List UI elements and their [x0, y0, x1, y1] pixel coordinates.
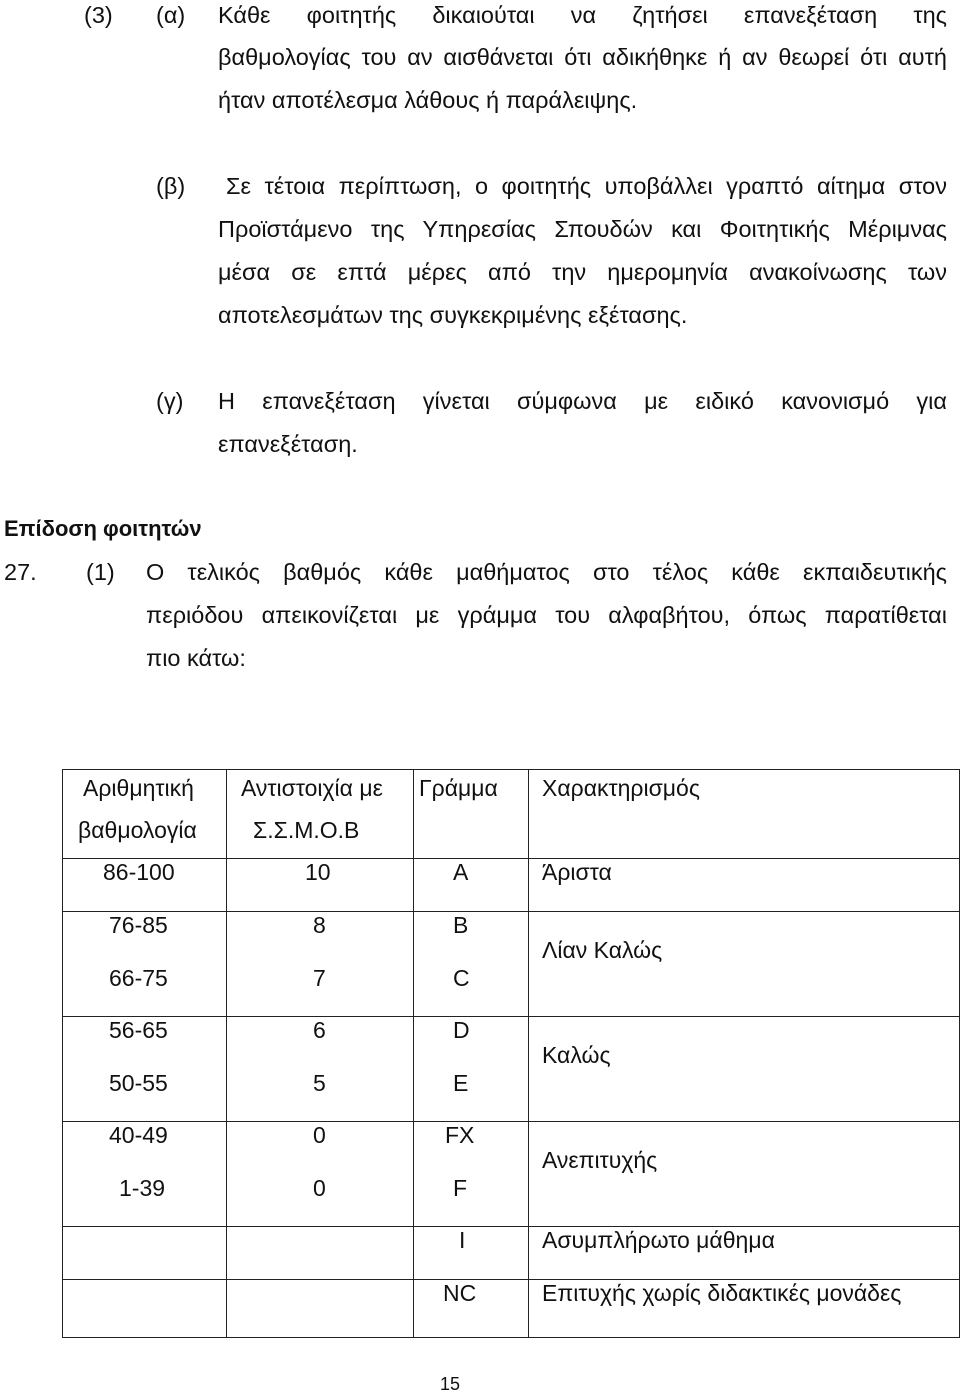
article-27-line-2: περιόδου απεικονίζεται με γράμμα του αλφαβήτου, όπως παρατίθεται	[146, 602, 947, 628]
cell-characterization-excellent: Άριστα	[542, 859, 612, 885]
section-heading: Επίδοση φοιτητών	[4, 516, 202, 541]
header-ssmob-line-2: Σ.Σ.Μ.Ο.Β	[253, 817, 360, 843]
paragraph-a-line-3: ήταν αποτέλεσμα λάθους ή παράλειψης.	[218, 87, 638, 113]
cell-ssmob: 5	[313, 1070, 326, 1096]
header-characterization: Χαρακτηρισμός	[542, 775, 700, 801]
cell-characterization-good: Καλώς	[542, 1042, 611, 1068]
cell-letter: E	[453, 1070, 469, 1096]
cell-letter: D	[453, 1017, 470, 1043]
paragraph-a-line-2: βαθμολογίας του αν αισθάνεται ότι αδικήθηκε ή αν θεωρεί ότι αυτή	[218, 44, 947, 70]
cell-ssmob: 7	[313, 965, 326, 991]
cell-range: 86-100	[103, 859, 175, 885]
cell-letter: FX	[445, 1122, 475, 1148]
table-row	[63, 1280, 960, 1338]
cell-characterization-fail: Ανεπιτυχής	[542, 1147, 658, 1173]
cell-ssmob: 8	[313, 912, 326, 938]
item-number-3: (3)	[84, 2, 113, 28]
cell-letter: NC	[443, 1280, 477, 1306]
article-27-line-3: πιο κάτω:	[146, 645, 246, 671]
article-27-line-1: Ο τελικός βαθμός κάθε μαθήματος στο τέλος κάθε εκπαιδευτικής	[146, 559, 947, 585]
header-numeric-line-2: βαθμολογία	[78, 817, 197, 843]
subitem-label-c: (γ)	[156, 388, 184, 414]
article-subnumber-1: (1)	[86, 559, 115, 585]
header-numeric-line-1: Αριθμητική	[83, 775, 194, 801]
table-row	[63, 912, 960, 1017]
cell-characterization-pass-no-credit: Επιτυχής χωρίς διδακτικές μονάδες	[542, 1280, 902, 1306]
cell-range: 66-75	[109, 965, 168, 991]
cell-ssmob: 6	[313, 1017, 326, 1043]
header-cell-numeric	[63, 770, 227, 859]
header-ssmob-line-1: Αντιστοιχία με	[241, 775, 383, 801]
cell-letter: A	[453, 859, 469, 885]
cell-ssmob: 10	[305, 859, 331, 885]
paragraph-b-line-4: αποτελεσμάτων της συγκεκριμένης εξέτασης.	[218, 302, 688, 328]
cell-ssmob: 0	[313, 1122, 326, 1148]
cell-letter: C	[453, 965, 470, 991]
grades-table	[62, 769, 960, 1338]
cell-ssmob: 0	[313, 1175, 326, 1201]
cell-letter: F	[453, 1175, 468, 1201]
cell-range: 76-85	[109, 912, 168, 938]
paragraph-b-line-3: μέσα σε επτά μέρες από την ημερομηνία ανακοίνωσης των	[218, 259, 947, 285]
table-row	[63, 1227, 960, 1280]
paragraph-b-line-2: Προϊστάμενο της Υπηρεσίας Σπουδών και Φοιτητικής Μέριμνας	[218, 216, 947, 242]
header-cell-characterization	[529, 770, 960, 859]
header-letter: Γράμμα	[419, 775, 498, 801]
table-header-row	[63, 770, 960, 859]
cell-letter: I	[459, 1227, 466, 1253]
cell-range: 40-49	[109, 1122, 168, 1148]
cell-range: 50-55	[109, 1070, 168, 1096]
cell-range: 56-65	[109, 1017, 168, 1043]
header-cell-letter	[414, 770, 529, 859]
cell-range: 1-39	[119, 1175, 166, 1201]
cell-characterization-incomplete: Ασυμπλήρωτο μάθημα	[542, 1227, 775, 1253]
subitem-label-a: (α)	[156, 2, 186, 28]
header-cell-ssmob	[227, 770, 414, 859]
page-number: 15	[440, 1374, 461, 1394]
article-number-27: 27.	[4, 559, 37, 585]
table-row	[63, 1122, 960, 1227]
table-row	[63, 1017, 960, 1122]
paragraph-c-line-2: επανεξέταση.	[218, 431, 358, 457]
cell-characterization-very-good: Λίαν Καλώς	[542, 937, 663, 963]
paragraph-b-line-1: Σε τέτοια περίπτωση, ο φοιτητής υποβάλλει γραπτό αίτημα στον	[226, 173, 947, 199]
cell-letter: B	[453, 912, 469, 938]
table-row	[63, 859, 960, 912]
paragraph-c-line-1: Η επανεξέταση γίνεται σύμφωνα με ειδικό κανονισμό για	[218, 388, 947, 414]
paragraph-a-line-1: Κάθε φοιτητής δικαιούται να ζητήσει επανεξέταση της	[218, 2, 947, 28]
subitem-label-b: (β)	[156, 173, 186, 199]
